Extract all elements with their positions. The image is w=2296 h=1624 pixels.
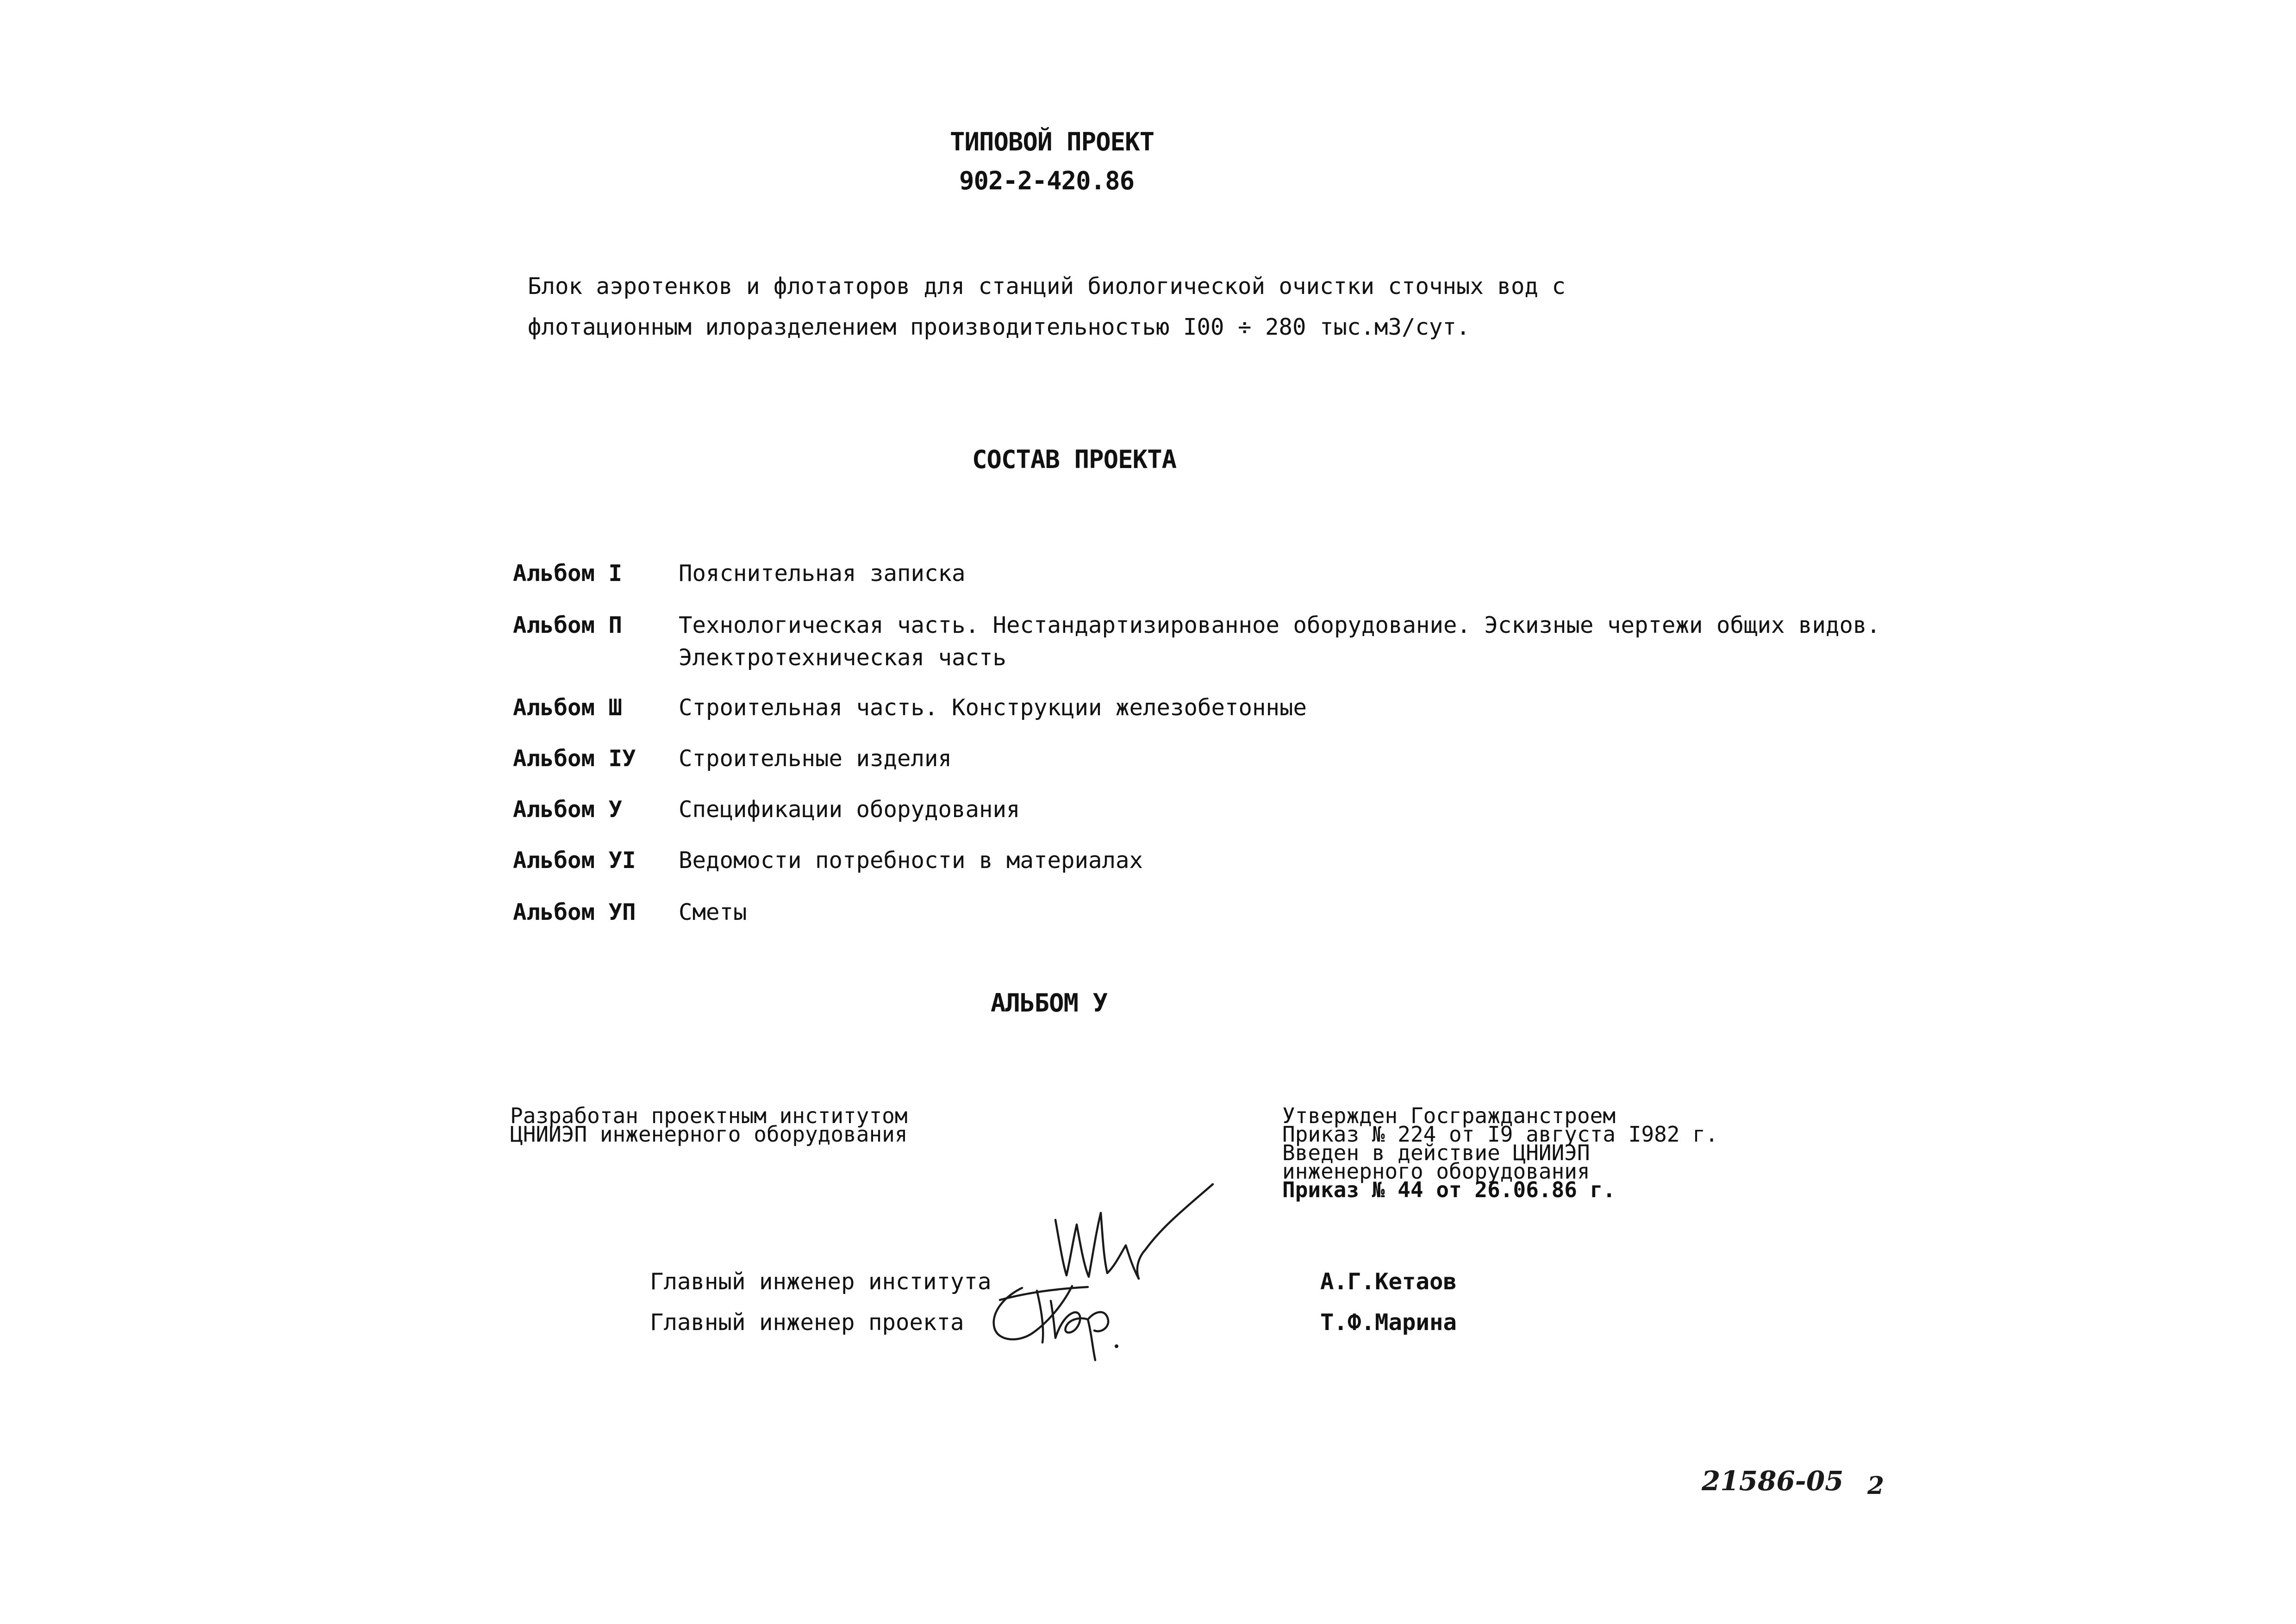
sheet-number: 2 (1867, 1472, 1884, 1500)
album-2-text-continued: Электротехническая часть (679, 644, 1007, 671)
album-2-label: Альбом П (513, 612, 623, 638)
album-2-text: Технологическая часть. Нестандартизированное оборудование. Эскизные чертежи общих видов. (679, 612, 1881, 638)
developer-line-1: Разработан проектным институтом (510, 1103, 908, 1128)
album-6-text: Ведомости потребности в материалах (679, 847, 1143, 874)
chief-engineer-project-name: Т.Ф.Марина (1320, 1309, 1457, 1336)
album-7-label: Альбом УП (513, 899, 636, 925)
project-number: 902-2-420.86 (959, 166, 1135, 195)
description-line-1: Блок аэротенков и флотаторов для станций биологической очистки сточных вод с (528, 273, 1566, 300)
album-1-text: Пояснительная записка (679, 560, 966, 587)
inventory-number: 21586-05 (1702, 1465, 1844, 1497)
album-6-label: Альбом УI (513, 847, 636, 874)
chief-engineer-institute-name: А.Г.Кетаов (1320, 1268, 1457, 1295)
approval-line-4: инженерного оборудования (1282, 1159, 1590, 1184)
album-5-text: Спецификации оборудования (679, 796, 1020, 823)
approval-line-1: Утвержден Госгражданстроем (1282, 1103, 1616, 1128)
document-type-title: ТИПОВОЙ ПРОЕКТ (950, 127, 1154, 156)
album-4-text: Строительные изделия (679, 745, 952, 772)
album-5-label: Альбом У (513, 796, 623, 823)
album-title: АЛЬБОМ У (991, 988, 1108, 1018)
album-1-label: Альбом I (513, 560, 623, 587)
developer-line-2: ЦНИИЭП инженерного оборудования (510, 1122, 908, 1147)
composition-heading: СОСТАВ ПРОЕКТА (972, 445, 1177, 474)
description-line-2: флотационным илоразделением производительностью I00 ÷ 280 тыс.м3/сут. (528, 314, 1470, 340)
approval-line-3: Введен в действие ЦНИИЭП (1282, 1140, 1590, 1165)
chief-engineer-institute-role: Главный инженер института (650, 1268, 992, 1295)
album-7-text: Сметы (679, 899, 747, 925)
album-3-text: Строительная часть. Конструкции железобетонные (679, 694, 1307, 721)
album-3-label: Альбом Ш (513, 694, 623, 721)
signature-chief-engineer-project (981, 1268, 1148, 1361)
album-4-label: Альбом IУ (513, 745, 636, 772)
approval-line-2: Приказ № 224 от I9 августа I982 г. (1282, 1122, 1718, 1147)
approval-line-5: Приказ № 44 от 26.06.86 г. (1282, 1177, 1616, 1202)
chief-engineer-project-role: Главный инженер проекта (650, 1309, 964, 1336)
